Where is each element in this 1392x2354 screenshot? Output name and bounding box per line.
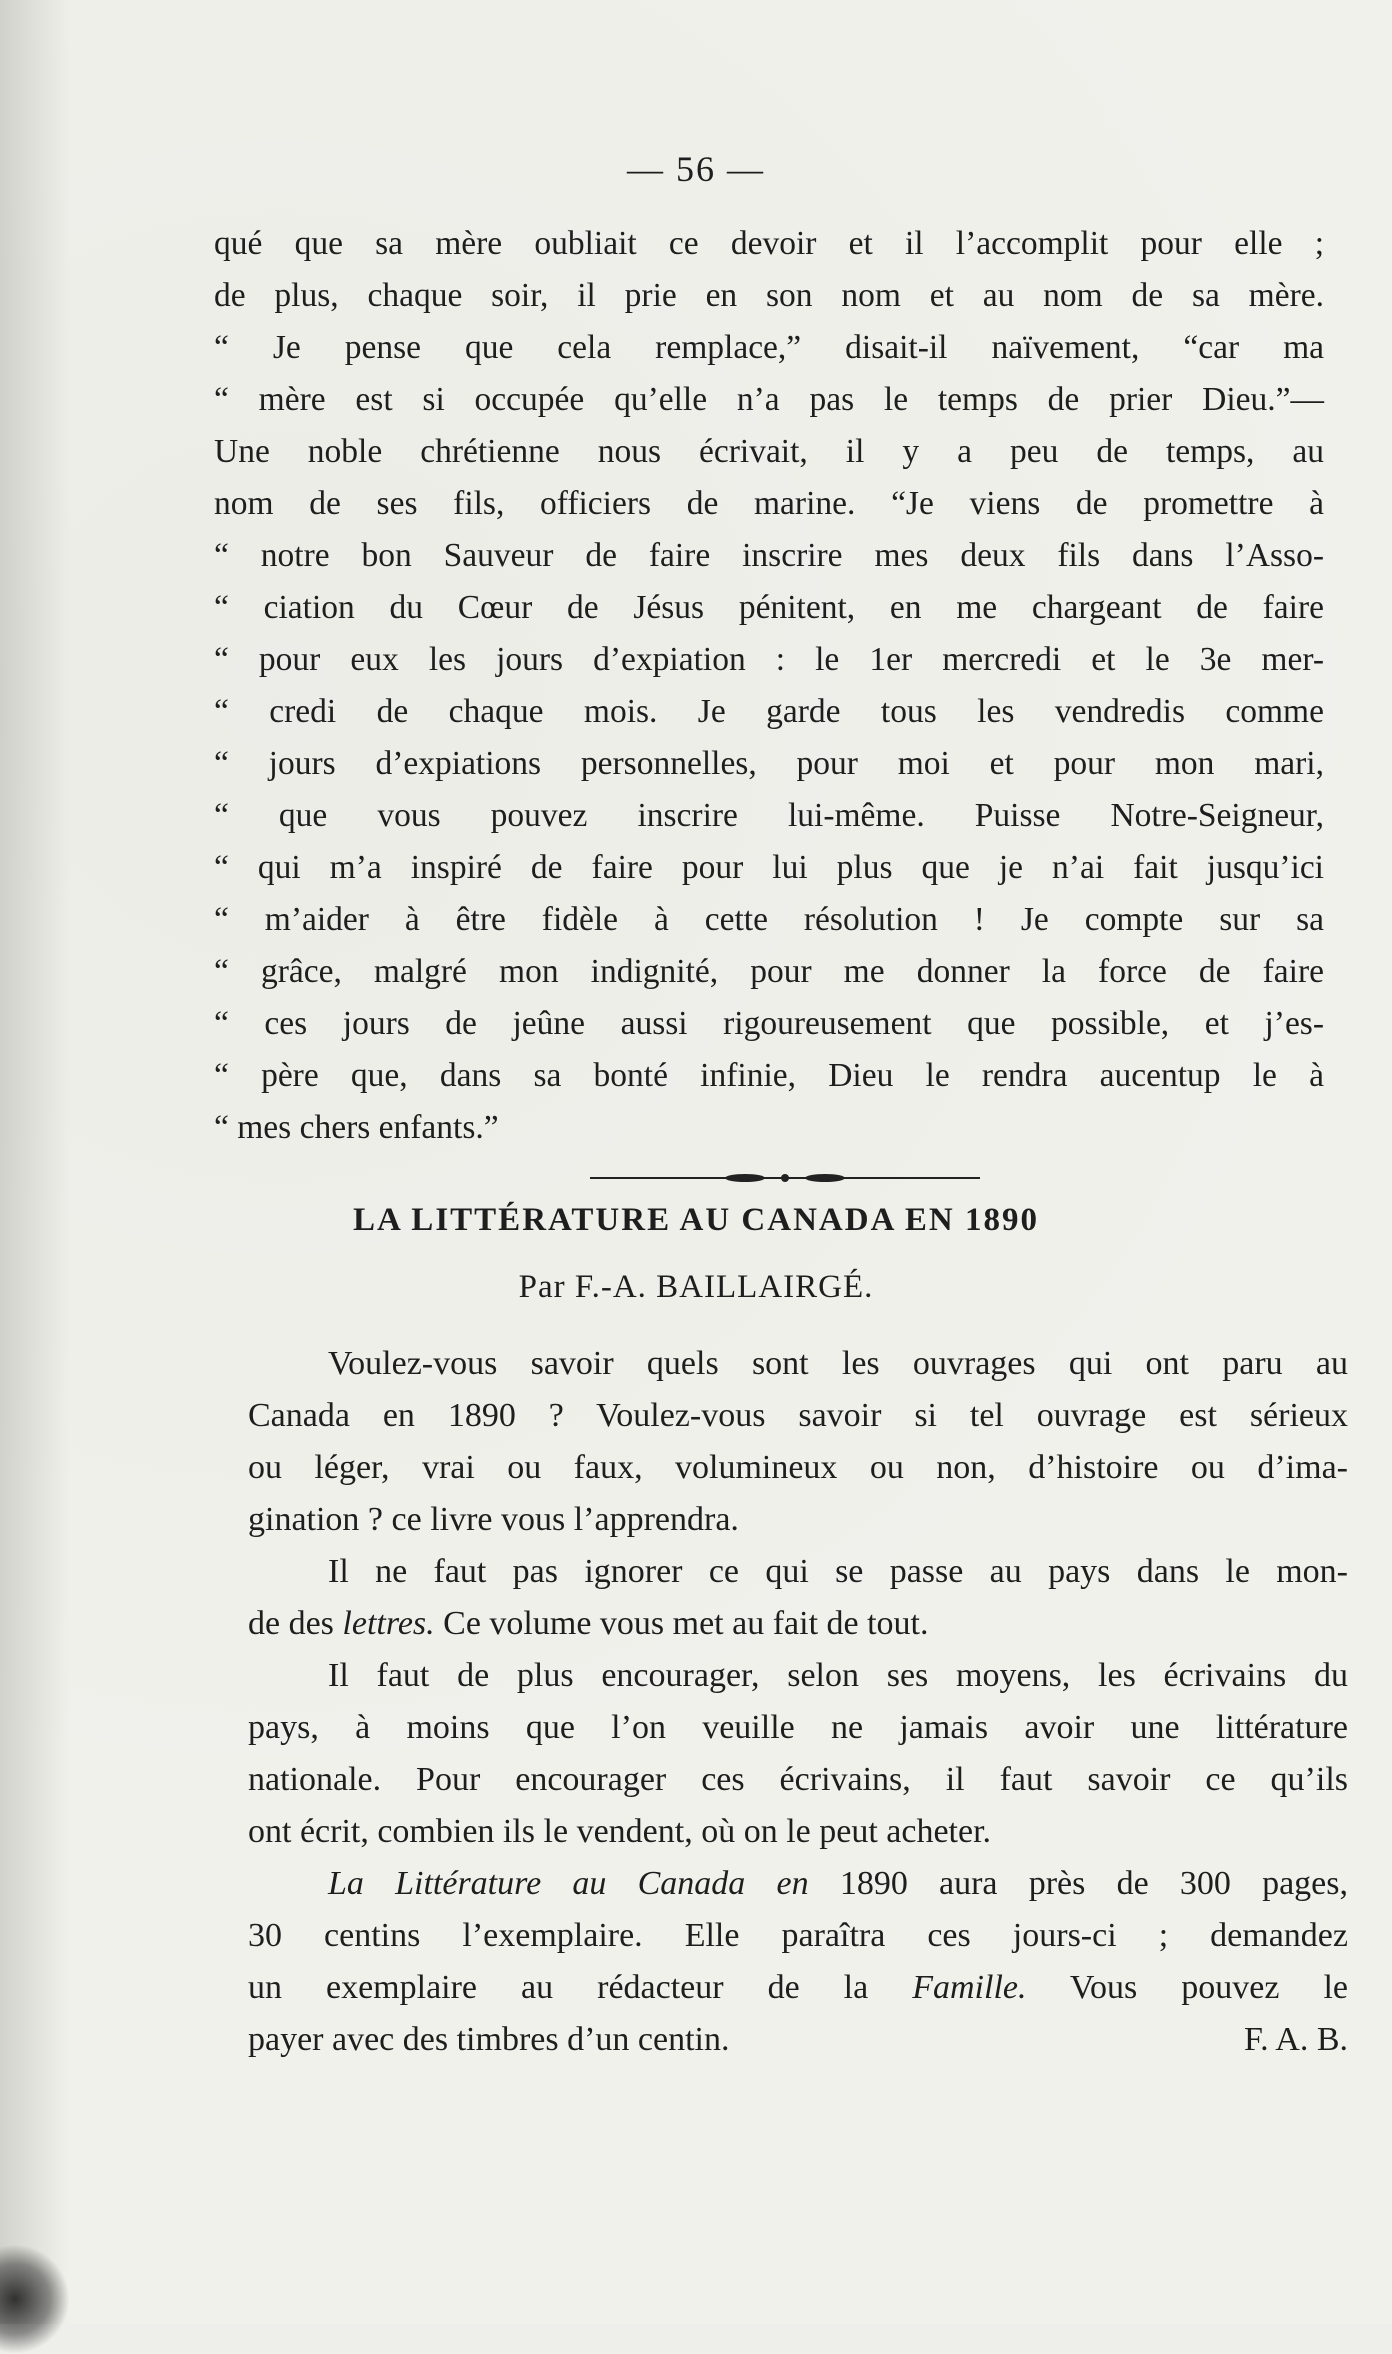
article-text-block	[248, 1338, 1348, 2066]
text-line: de plus, chaque soir, il prie en son nom et au nom de sa mère.	[214, 277, 1324, 314]
text-line: Une noble chrétienne nous écrivait, il y a peu de temps, au	[214, 433, 1324, 470]
text-line: Voulez-vous savoir quels sont les ouvrages qui ont paru au	[328, 1345, 1348, 1382]
page-edge-shadow	[0, 0, 70, 2324]
text-line: “ jours d’expiations personnelles, pour moi et pour mon mari,	[214, 745, 1324, 782]
text-line: qué que sa mère oubliait ce devoir et il l’accomplit pour elle ;	[214, 225, 1324, 262]
text-line: ou léger, vrai ou faux, volumineux ou non, d’histoire ou d’ima-	[248, 1449, 1348, 1486]
text-run: payer avec des timbres d’un centin.	[248, 2021, 730, 2058]
ornamental-separator	[590, 1172, 980, 1184]
text-line: “ notre bon Sauveur de faire inscrire mes deux fils dans l’Asso-	[214, 537, 1324, 574]
text-line: “ m’aider à être fidèle à cette résolution ! Je compte sur sa	[214, 901, 1324, 938]
text-line: “ grâce, malgré mon indignité, pour me donner la force de faire	[214, 953, 1324, 990]
italic-word: lettres.	[342, 1605, 435, 1642]
text-line: “ ciation du Cœur de Jésus pénitent, en me chargeant de faire	[214, 589, 1324, 626]
text-line: gination ? ce livre vous l’apprendra.	[248, 1501, 739, 1538]
italic-word: Famille.	[912, 1969, 1027, 2006]
text-line	[248, 1858, 1348, 1910]
text-line: “ que vous pouvez inscrire lui-même. Puisse Notre-Seigneur,	[214, 797, 1324, 834]
article-byline: Par F.-A. BAILLAIRGÉ.	[518, 1269, 874, 1305]
text-line: pays, à moins que l’on veuille ne jamais avoir une littérature	[248, 1709, 1348, 1746]
text-run: de des	[248, 1605, 334, 1642]
text-run: 1890 aura près de 300 pages,	[839, 1865, 1349, 1902]
text-line: nationale. Pour encourager ces écrivains, il faut savoir ce qu’ils	[248, 1761, 1348, 1798]
page-number: — 56 —	[627, 149, 765, 189]
text-line: “ père que, dans sa bonté infinie, Dieu le rendra aucentup le à	[214, 1057, 1324, 1094]
text-run: un exemplaire au rédacteur de la	[248, 1969, 869, 2006]
text-line: “ credi de chaque mois. Je garde tous les vendredis comme	[214, 693, 1324, 730]
signature-initials: F. A. B.	[1243, 2021, 1348, 2058]
text-line: “ qui m’a inspiré de faire pour lui plus que je n’ai fait jusqu’ici	[214, 849, 1324, 886]
text-line: “ mes chers enfants.”	[214, 1109, 499, 1146]
text-line: ont écrit, combien ils le vendent, où on le peut acheter.	[248, 1813, 992, 1850]
text-run: Vous pouvez le	[1069, 1969, 1349, 2006]
text-line: 30 centins l’exemplaire. Elle paraîtra ces jours-ci ; demandez	[248, 1917, 1348, 1954]
text-line: nom de ses fils, officiers de marine. “Je viens de promettre à	[214, 485, 1324, 522]
text-line: Il ne faut pas ignorer ce qui se passe au pays dans le mon-	[328, 1553, 1348, 1590]
text-line: “ mère est si occupée qu’elle n’a pas le temps de prier Dieu.”—	[214, 381, 1324, 418]
text-line: “ pour eux les jours d’expiation : le 1er mercredi et le 3e mer-	[214, 641, 1324, 678]
text-run: Ce volume vous met au fait de tout.	[443, 1605, 929, 1642]
letter-text-block	[214, 218, 1324, 1154]
text-line	[248, 1598, 1348, 1650]
article-title: LA LITTÉRATURE AU CANADA EN 1890	[353, 1202, 1039, 1238]
text-line: “ Je pense que cela remplace,” disait-il naïvement, “car ma	[214, 329, 1324, 366]
italic-title: La Littérature au Canada en	[328, 1865, 809, 1902]
text-line: Il faut de plus encourager, selon ses moyens, les écrivains du	[328, 1657, 1348, 1694]
text-line: “ ces jours de jeûne aussi rigoureusement que possible, et j’es-	[214, 1005, 1324, 1042]
text-line	[248, 2014, 1348, 2066]
text-line: Canada en 1890 ? Voulez-vous savoir si tel ouvrage est sérieux	[248, 1397, 1348, 1434]
text-line	[248, 1962, 1348, 2014]
